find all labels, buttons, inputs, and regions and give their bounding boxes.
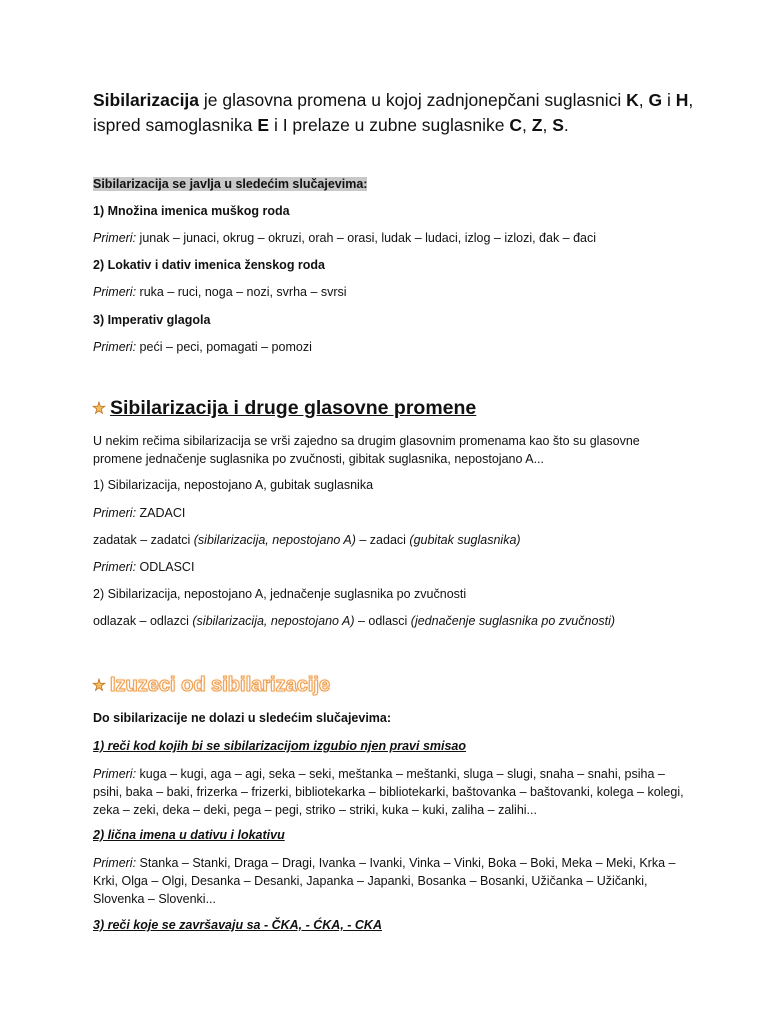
ex2-b: (sibilarizacija, nepostojano A) bbox=[192, 614, 355, 628]
rule2-line bbox=[93, 828, 693, 843]
section1-word2: ODLASCI bbox=[136, 560, 195, 574]
section1-primeri1-line bbox=[93, 506, 693, 521]
ex1-a: zadatak – zadatci bbox=[93, 533, 194, 547]
ex2-d: (jednačenje suglasnika po zvučnosti) bbox=[410, 614, 616, 628]
section2-intro-line bbox=[93, 711, 693, 726]
section1-primeri1: Primeri: bbox=[93, 506, 137, 520]
rule3-line bbox=[93, 918, 693, 933]
section2-heading-line bbox=[92, 672, 330, 698]
case3-examples-line bbox=[93, 340, 693, 355]
case3-examples: peći – peci, pomagati – pomozi bbox=[136, 340, 312, 354]
case3-title-line bbox=[93, 313, 693, 328]
case1-title-line bbox=[93, 204, 693, 219]
intro-dot: . bbox=[563, 115, 569, 135]
intro-and: i bbox=[662, 90, 676, 110]
intro-text-3: i I prelaze u zubne suglasnike bbox=[269, 115, 510, 135]
section1-example1-line bbox=[93, 533, 693, 548]
intro-comma-2: , bbox=[522, 115, 532, 135]
rule1-examples-text: kuga – kugi, aga – agi, seka – seki, meštanka – meštanki, sluga – slugi, snaha – snahi, psiha – psihi, baka – baki, frizerka – frizerki, bibliotekarka – bibliotekarki, baštovanka – baštovanki, kolega – kolegi, zeka – zeki, deka – deki, pega – pegi, striko – striki, kuka – kuki, zaliha – zalihi... bbox=[93, 767, 684, 817]
case1-title: 1) Množina imenica muškog roda bbox=[93, 204, 290, 218]
ex1-c: – zadaci bbox=[355, 533, 410, 547]
letter-z: Z bbox=[531, 115, 543, 135]
section2-intro: Do sibilarizacije ne dolazi u sledećim slučajevima: bbox=[93, 711, 392, 725]
case1-examples-line bbox=[93, 231, 693, 246]
star-bullet-icon bbox=[92, 678, 106, 692]
case2-examples-line bbox=[93, 285, 693, 300]
case1-examples: junak – junaci, okrug – okruzi, orah – orasi, ludak – ludaci, izlog – izlozi, đak – đaci bbox=[136, 231, 597, 245]
letter-e: E bbox=[257, 115, 270, 135]
cases-label: Sibilarizacija se javlja u sledećim slučajevima: bbox=[93, 177, 368, 191]
intro-text-2: , ispred samoglasnika bbox=[93, 90, 694, 135]
rule3: 3) reči koje se završavaju sa - ČKA, - ĆKA, - CKA bbox=[93, 918, 382, 932]
rule1: 1) reči kod kojih bi se sibilarizacijom izgubio njen pravi smisao bbox=[93, 739, 467, 753]
letter-h: H bbox=[675, 90, 689, 110]
case2-title-line bbox=[93, 258, 693, 273]
section2-heading: Izuzeci od sibilarizacije bbox=[110, 674, 331, 696]
letter-s: S bbox=[552, 115, 564, 135]
intro-text-1: je glasovna promena u kojoj zadnjonepčani suglasnici bbox=[199, 90, 627, 110]
ex1-b: (sibilarizacija, nepostojano A) bbox=[193, 533, 356, 547]
rule1-line bbox=[93, 739, 693, 754]
case3-primeri: Primeri: bbox=[93, 340, 137, 354]
letter-k: K bbox=[626, 90, 639, 110]
rule2-primeri: Primeri: bbox=[93, 856, 137, 870]
star-bullet-icon bbox=[92, 401, 106, 415]
case3-title: 3) Imperativ glagola bbox=[93, 313, 211, 327]
ex2-c: – odlasci bbox=[354, 614, 411, 628]
rule1-primeri: Primeri: bbox=[93, 767, 137, 781]
case2-primeri: Primeri: bbox=[93, 285, 137, 299]
case2-examples: ruka – ruci, noga – nozi, svrha – svrsi bbox=[136, 285, 347, 299]
intro-comma-3: , bbox=[542, 115, 553, 135]
section1-item2: 2) Sibilarizacija, nepostojano A, jednačenje suglasnika po zvučnosti bbox=[93, 587, 467, 601]
case1-primeri: Primeri: bbox=[93, 231, 137, 245]
rule2-examples-text: Stanka – Stanki, Draga – Dragi, Ivanka – Ivanki, Vinka – Vinki, Boka – Boki, Meka – Meki, Krka – Krki, Olga – Olgi, Desanka – Desanki, Japanka – Japanki, Bosanka – Bosanki, Užičanka – Užičanki, Slovenka – Slovenki... bbox=[93, 856, 676, 906]
intro-term: Sibilarizacija bbox=[93, 90, 200, 110]
section1-primeri2: Primeri: bbox=[93, 560, 137, 574]
section1-primeri2-line bbox=[93, 560, 693, 575]
rule2: 2) lična imena u dativu i lokativu bbox=[93, 828, 285, 842]
ex1-d: (gubitak suglasnika) bbox=[409, 533, 521, 547]
section1-word1: ZADACI bbox=[136, 506, 186, 520]
section1-paragraph: U nekim rečima sibilarizacija se vrši zajedno sa drugim glasovnim promenama kao što su glasovne promene jednačenje suglasnika po zvučnosti, gibitak suglasnika, nepostojano A... bbox=[93, 434, 640, 466]
intro-paragraph bbox=[93, 88, 713, 138]
letter-g: G bbox=[648, 90, 663, 110]
cases-label-line bbox=[93, 177, 693, 192]
rule1-examples bbox=[93, 765, 688, 819]
ex2-a: odlazak – odlazci bbox=[93, 614, 193, 628]
rule2-examples bbox=[93, 854, 688, 908]
section1-item1: 1) Sibilarizacija, nepostojano A, gubitak suglasnika bbox=[93, 478, 374, 492]
case2-title: 2) Lokativ i dativ imenica ženskog roda bbox=[93, 258, 326, 272]
section1-example2-line bbox=[93, 614, 693, 629]
section1-heading-line bbox=[92, 395, 476, 421]
letter-c: C bbox=[509, 115, 523, 135]
section1-heading: Sibilarizacija i druge glasovne promene bbox=[110, 397, 477, 419]
intro-comma-1: , bbox=[638, 90, 649, 110]
